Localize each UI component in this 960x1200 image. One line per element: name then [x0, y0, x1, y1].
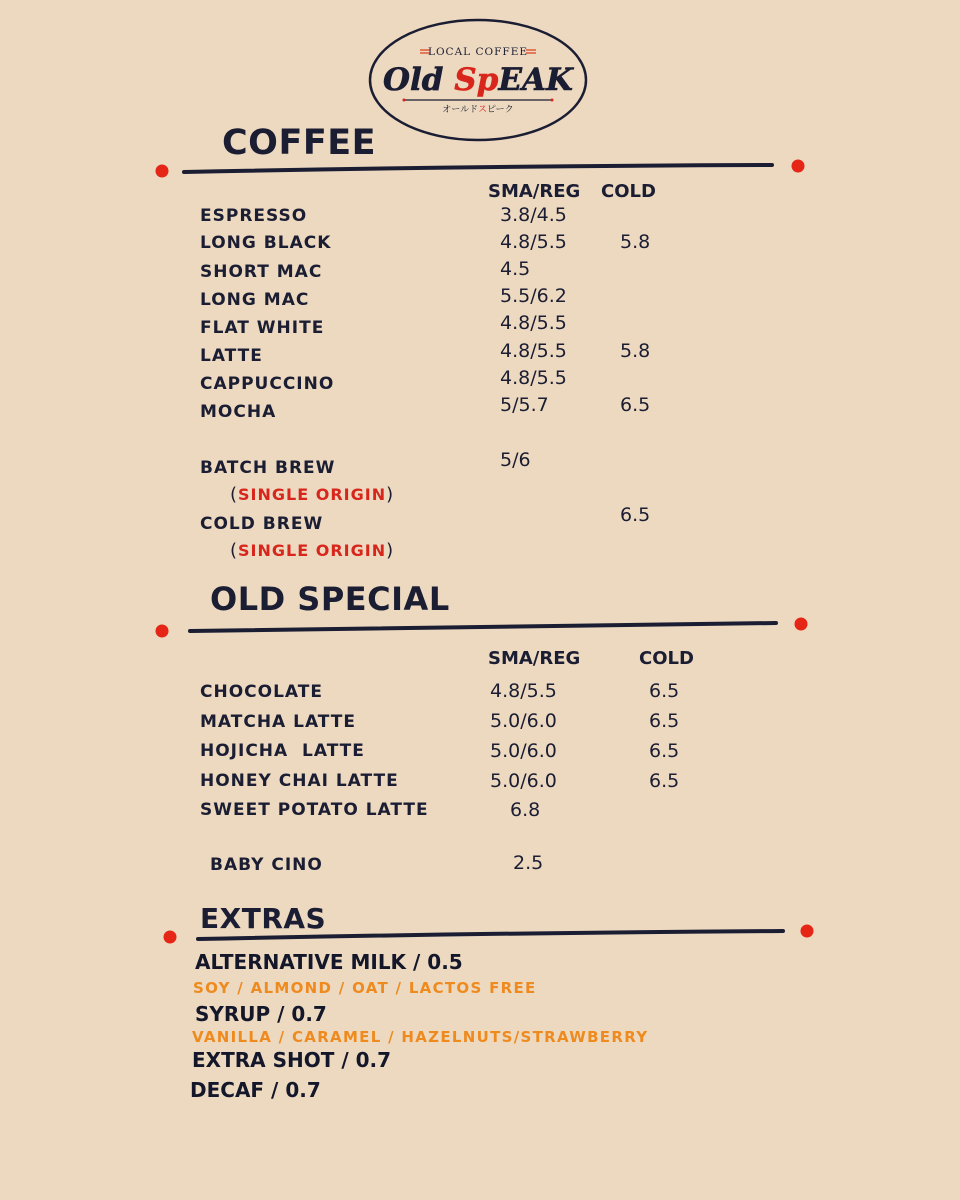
extra-decaf: DECAF / 0.7 — [190, 1078, 321, 1102]
menu-item-name: LONG BLACK — [200, 233, 332, 253]
extra-syrup: SYRUP / 0.7 — [195, 1002, 327, 1026]
menu-item-price: 4.8/5.5 — [500, 367, 567, 389]
menu-item-name: HONEY CHAI LATTE — [200, 771, 399, 791]
menu-item-name: HOJICHA LATTE — [200, 741, 365, 761]
menu-item-price: 4.8/5.5 — [490, 680, 557, 702]
extra-alt-milk: ALTERNATIVE MILK / 0.5 — [195, 950, 463, 974]
special-cold-header: COLD — [639, 648, 694, 669]
menu-item-name: ESPRESSO — [200, 206, 308, 226]
menu-item-name: FLAT WHITE — [200, 318, 325, 338]
coffee-heading: COFFEE — [222, 123, 377, 163]
extras-heading: EXTRAS — [200, 902, 327, 935]
menu-item-cold-price: 6.5 — [649, 740, 680, 762]
menu-item-price: 6.8 — [510, 799, 541, 821]
logo-name: Old SpEAK — [383, 62, 573, 98]
menu-item-name: SWEET POTATO LATTE — [200, 800, 429, 820]
coffee-size-header: SMA/REG — [488, 181, 581, 202]
menu-item-price: 4.8/5.5 — [500, 340, 567, 362]
menu-item-cold-price: 6.5 — [649, 710, 680, 732]
menu-item-name: MATCHA LATTE — [200, 712, 356, 732]
menu-item-name: LONG MAC — [200, 290, 310, 310]
old-special-heading: OLD SPECIAL — [210, 580, 450, 618]
menu-item-name: CAPPUCCINO — [200, 374, 335, 394]
menu-item-name: CHOCOLATE — [200, 682, 323, 702]
menu-item-price: 5.5/6.2 — [500, 285, 567, 307]
menu-item-cold-price: 6.5 — [649, 770, 680, 792]
babycino-price: 2.5 — [513, 852, 544, 874]
cold-brew-note: (SINGLE ORIGIN) — [230, 540, 395, 561]
menu-item-price: 4.5 — [500, 258, 531, 280]
menu-item-price: 5/5.7 — [500, 394, 549, 416]
batch-brew-name: BATCH BREW — [200, 458, 336, 478]
menu-item-cold-price: 5.8 — [620, 231, 651, 253]
logo-japanese: オールドスピーク — [442, 105, 514, 115]
extra-syrup-options: VANILLA / CARAMEL / HAZELNUTS/STRAWBERRY — [192, 1028, 649, 1046]
batch-brew-price: 5/6 — [500, 449, 531, 471]
menu-item-cold-price: 6.5 — [620, 394, 651, 416]
menu-item-cold-price: 5.8 — [620, 340, 651, 362]
menu-item-name: SHORT MAC — [200, 262, 323, 282]
menu-item-cold-price: 6.5 — [649, 680, 680, 702]
extra-shot: EXTRA SHOT / 0.7 — [192, 1048, 392, 1072]
batch-brew-note: (SINGLE ORIGIN) — [230, 484, 395, 505]
menu-item-price: 3.8/4.5 — [500, 204, 567, 226]
cold-brew-price: 6.5 — [620, 504, 651, 526]
babycino-name: BABY CINO — [210, 855, 323, 875]
menu-item-price: 4.8/5.5 — [500, 231, 567, 253]
coffee-cold-header: COLD — [601, 181, 656, 202]
menu-item-price: 4.8/5.5 — [500, 312, 567, 334]
menu-item-price: 5.0/6.0 — [490, 740, 557, 762]
menu-item-price: 5.0/6.0 — [490, 710, 557, 732]
extra-alt-milk-options: SOY / ALMOND / OAT / LACTOS FREE — [193, 979, 537, 997]
special-size-header: SMA/REG — [488, 648, 581, 669]
cold-brew-name: COLD BREW — [200, 514, 324, 534]
menu-item-price: 5.0/6.0 — [490, 770, 557, 792]
menu-item-name: MOCHA — [200, 402, 277, 422]
logo-tagline: LOCAL COFFEE — [427, 46, 529, 58]
menu-item-name: LATTE — [200, 346, 263, 366]
